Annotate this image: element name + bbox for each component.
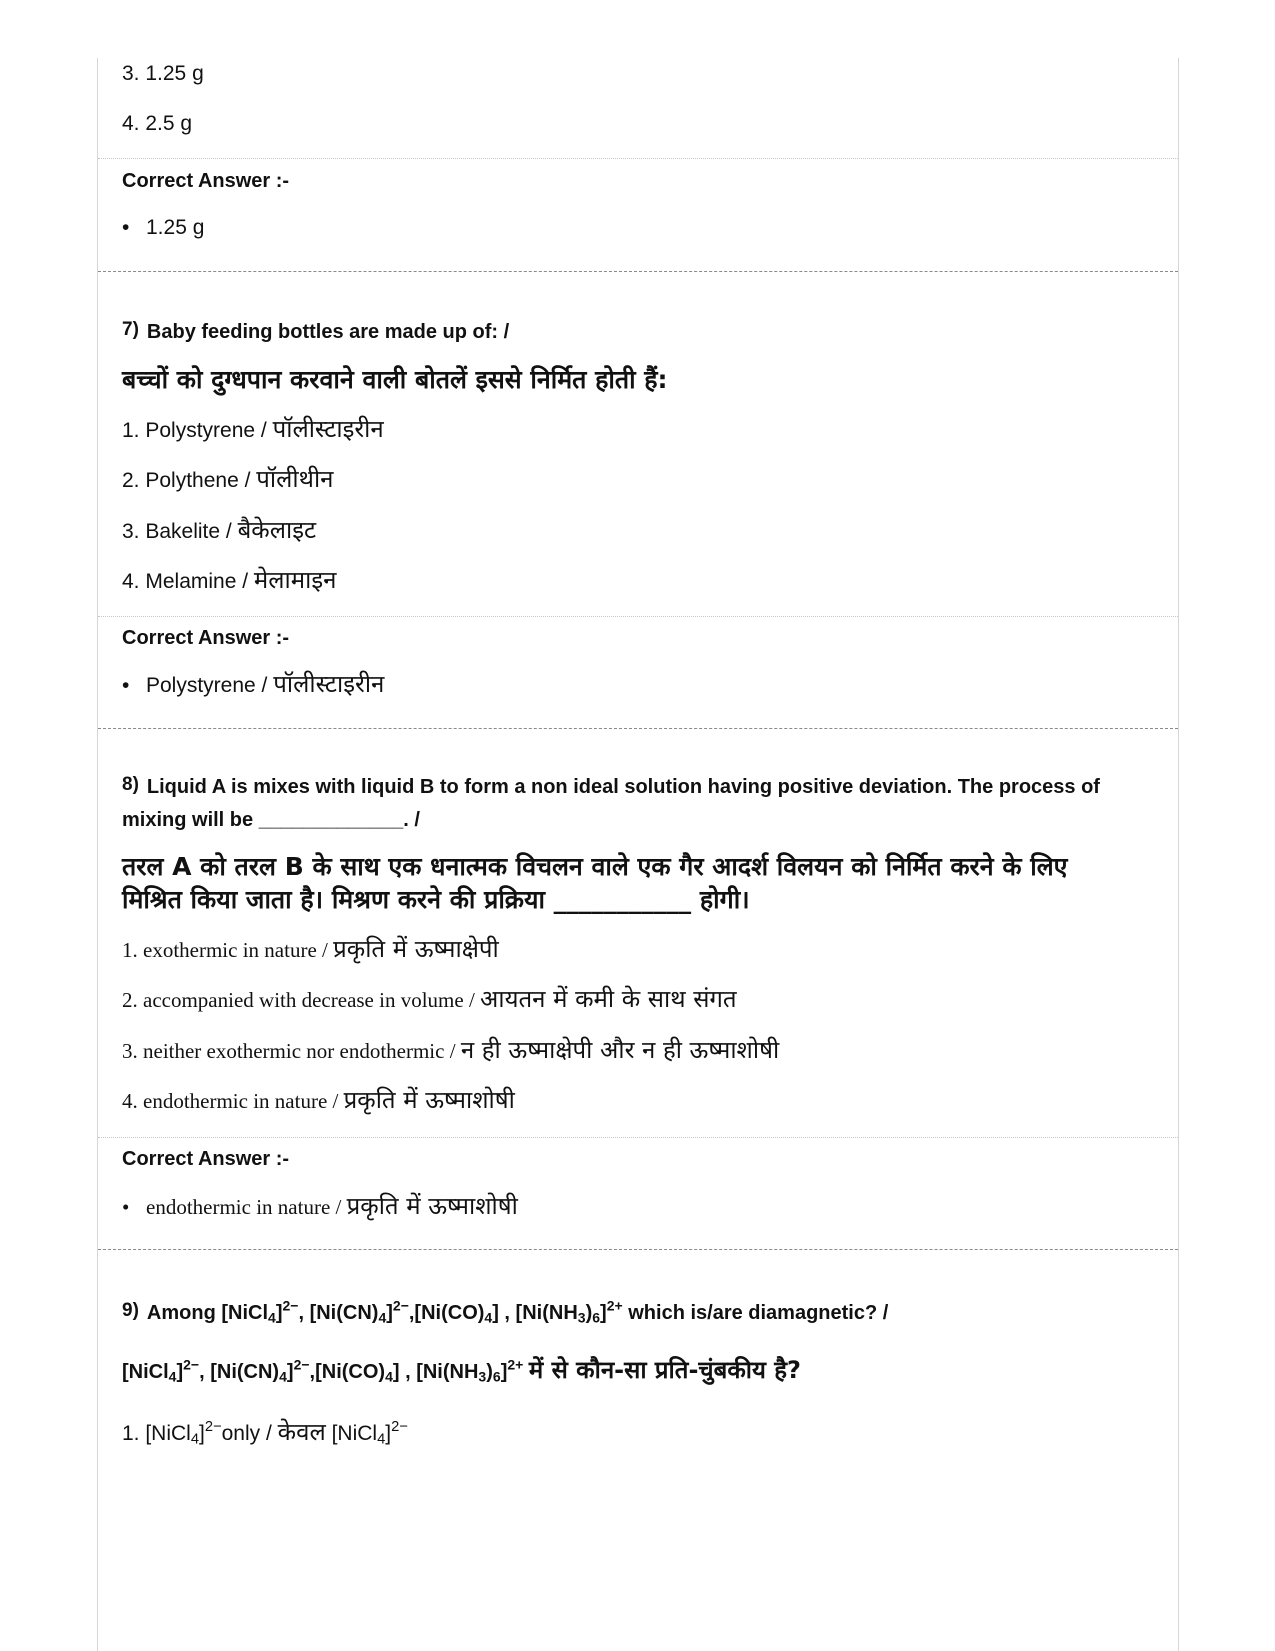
divider bbox=[98, 616, 1178, 617]
q9-option-1: 1. [NiCl$_4$]$^{2-}$only / केवल [NiCl$_4$]$^{2-}$ bbox=[122, 1418, 408, 1448]
q7-correct-answer-label: Correct Answer :- bbox=[122, 627, 290, 649]
q7-number: 7) bbox=[122, 319, 139, 340]
question-separator bbox=[98, 1249, 1178, 1250]
q7-option-4: 4. Melamine / मेलामाइन bbox=[122, 566, 337, 594]
q8-option-4: 4. endothermic in nature / प्रकृति में ऊष्माशोषी bbox=[122, 1086, 515, 1114]
q7-option-3: 3. Bakelite / बैकेलाइट bbox=[122, 516, 317, 544]
q8-correct-answer-label: Correct Answer :- bbox=[122, 1148, 290, 1170]
q7-option-2: 2. Polythene / पॉलीथीन bbox=[122, 465, 334, 493]
q7-correct-answer: • Polystyrene / पॉलीस्टाइरीन bbox=[122, 670, 385, 698]
q8-question-hi: तरल A को तरल B के साथ एक धनात्मक विचलन वाले एक गैर आदर्श विलयन को निर्मित करने के लिए मिश्रित किया जाता है। मिश्रण करने की प्रक्रिया ___________ होगी। bbox=[122, 852, 1068, 914]
q7-question-hi: बच्चों को दुग्धपान करवाने वाली बोतलें इससे निर्मित होती हैं: bbox=[122, 365, 668, 394]
q8-question-en: 8) Liquid A is mixes with liquid B to form a non ideal solution having positive deviation. The process of mixing will be _____________. / bbox=[122, 774, 1100, 831]
question-paper-frame bbox=[97, 58, 1179, 1651]
q8-option-3: 3. neither exothermic nor endothermic / न ही ऊष्माक्षेपी और न ही ऊष्माशोषी bbox=[122, 1036, 780, 1064]
q8-option-1: 1. exothermic in nature / प्रकृति में ऊष्माक्षेपी bbox=[122, 935, 499, 963]
q8-correct-answer: • endothermic in nature / प्रकृति में ऊष्माशोषी bbox=[122, 1192, 518, 1220]
q8-option-2: 2. accompanied with decrease in volume / आयतन में कमी के साथ संगत bbox=[122, 985, 737, 1013]
q6-option-3: 3. 1.25 g bbox=[122, 62, 204, 85]
question-separator bbox=[98, 728, 1178, 729]
q6-option-4: 4. 2.5 g bbox=[122, 112, 193, 135]
divider bbox=[98, 1137, 1178, 1138]
q7-option-1: 1. Polystyrene / पॉलीस्टाइरीन bbox=[122, 415, 384, 443]
q8-number: 8) bbox=[122, 774, 139, 795]
q6-correct-answer: • 1.25 g bbox=[122, 216, 205, 239]
q6-correct-answer-label: Correct Answer :- bbox=[122, 170, 290, 192]
q7-question-en: 7) Baby feeding bottles are made up of: / bbox=[122, 319, 510, 343]
q9-question-en: 9) Among [NiCl$_4$]$^{2-}$, $[Ni(CN)_4]^{2-},[Ni(CO)_4]$ , $[Ni(NH_3)_6]^{2+}$ which is/are diamagnetic? / bbox=[122, 1297, 889, 1326]
q9-question-hi: [NiCl$_4$]$^{2-}$, $[Ni(CN)_4]^{2-},[Ni(CO)_4]$ , $[Ni(NH_3)_6]^{2+}$ में से कौन-सा प्रति-चुंबकीय है? bbox=[122, 1356, 801, 1385]
question-separator bbox=[98, 271, 1178, 272]
q9-number: 9) bbox=[122, 1300, 139, 1321]
divider bbox=[98, 158, 1178, 159]
